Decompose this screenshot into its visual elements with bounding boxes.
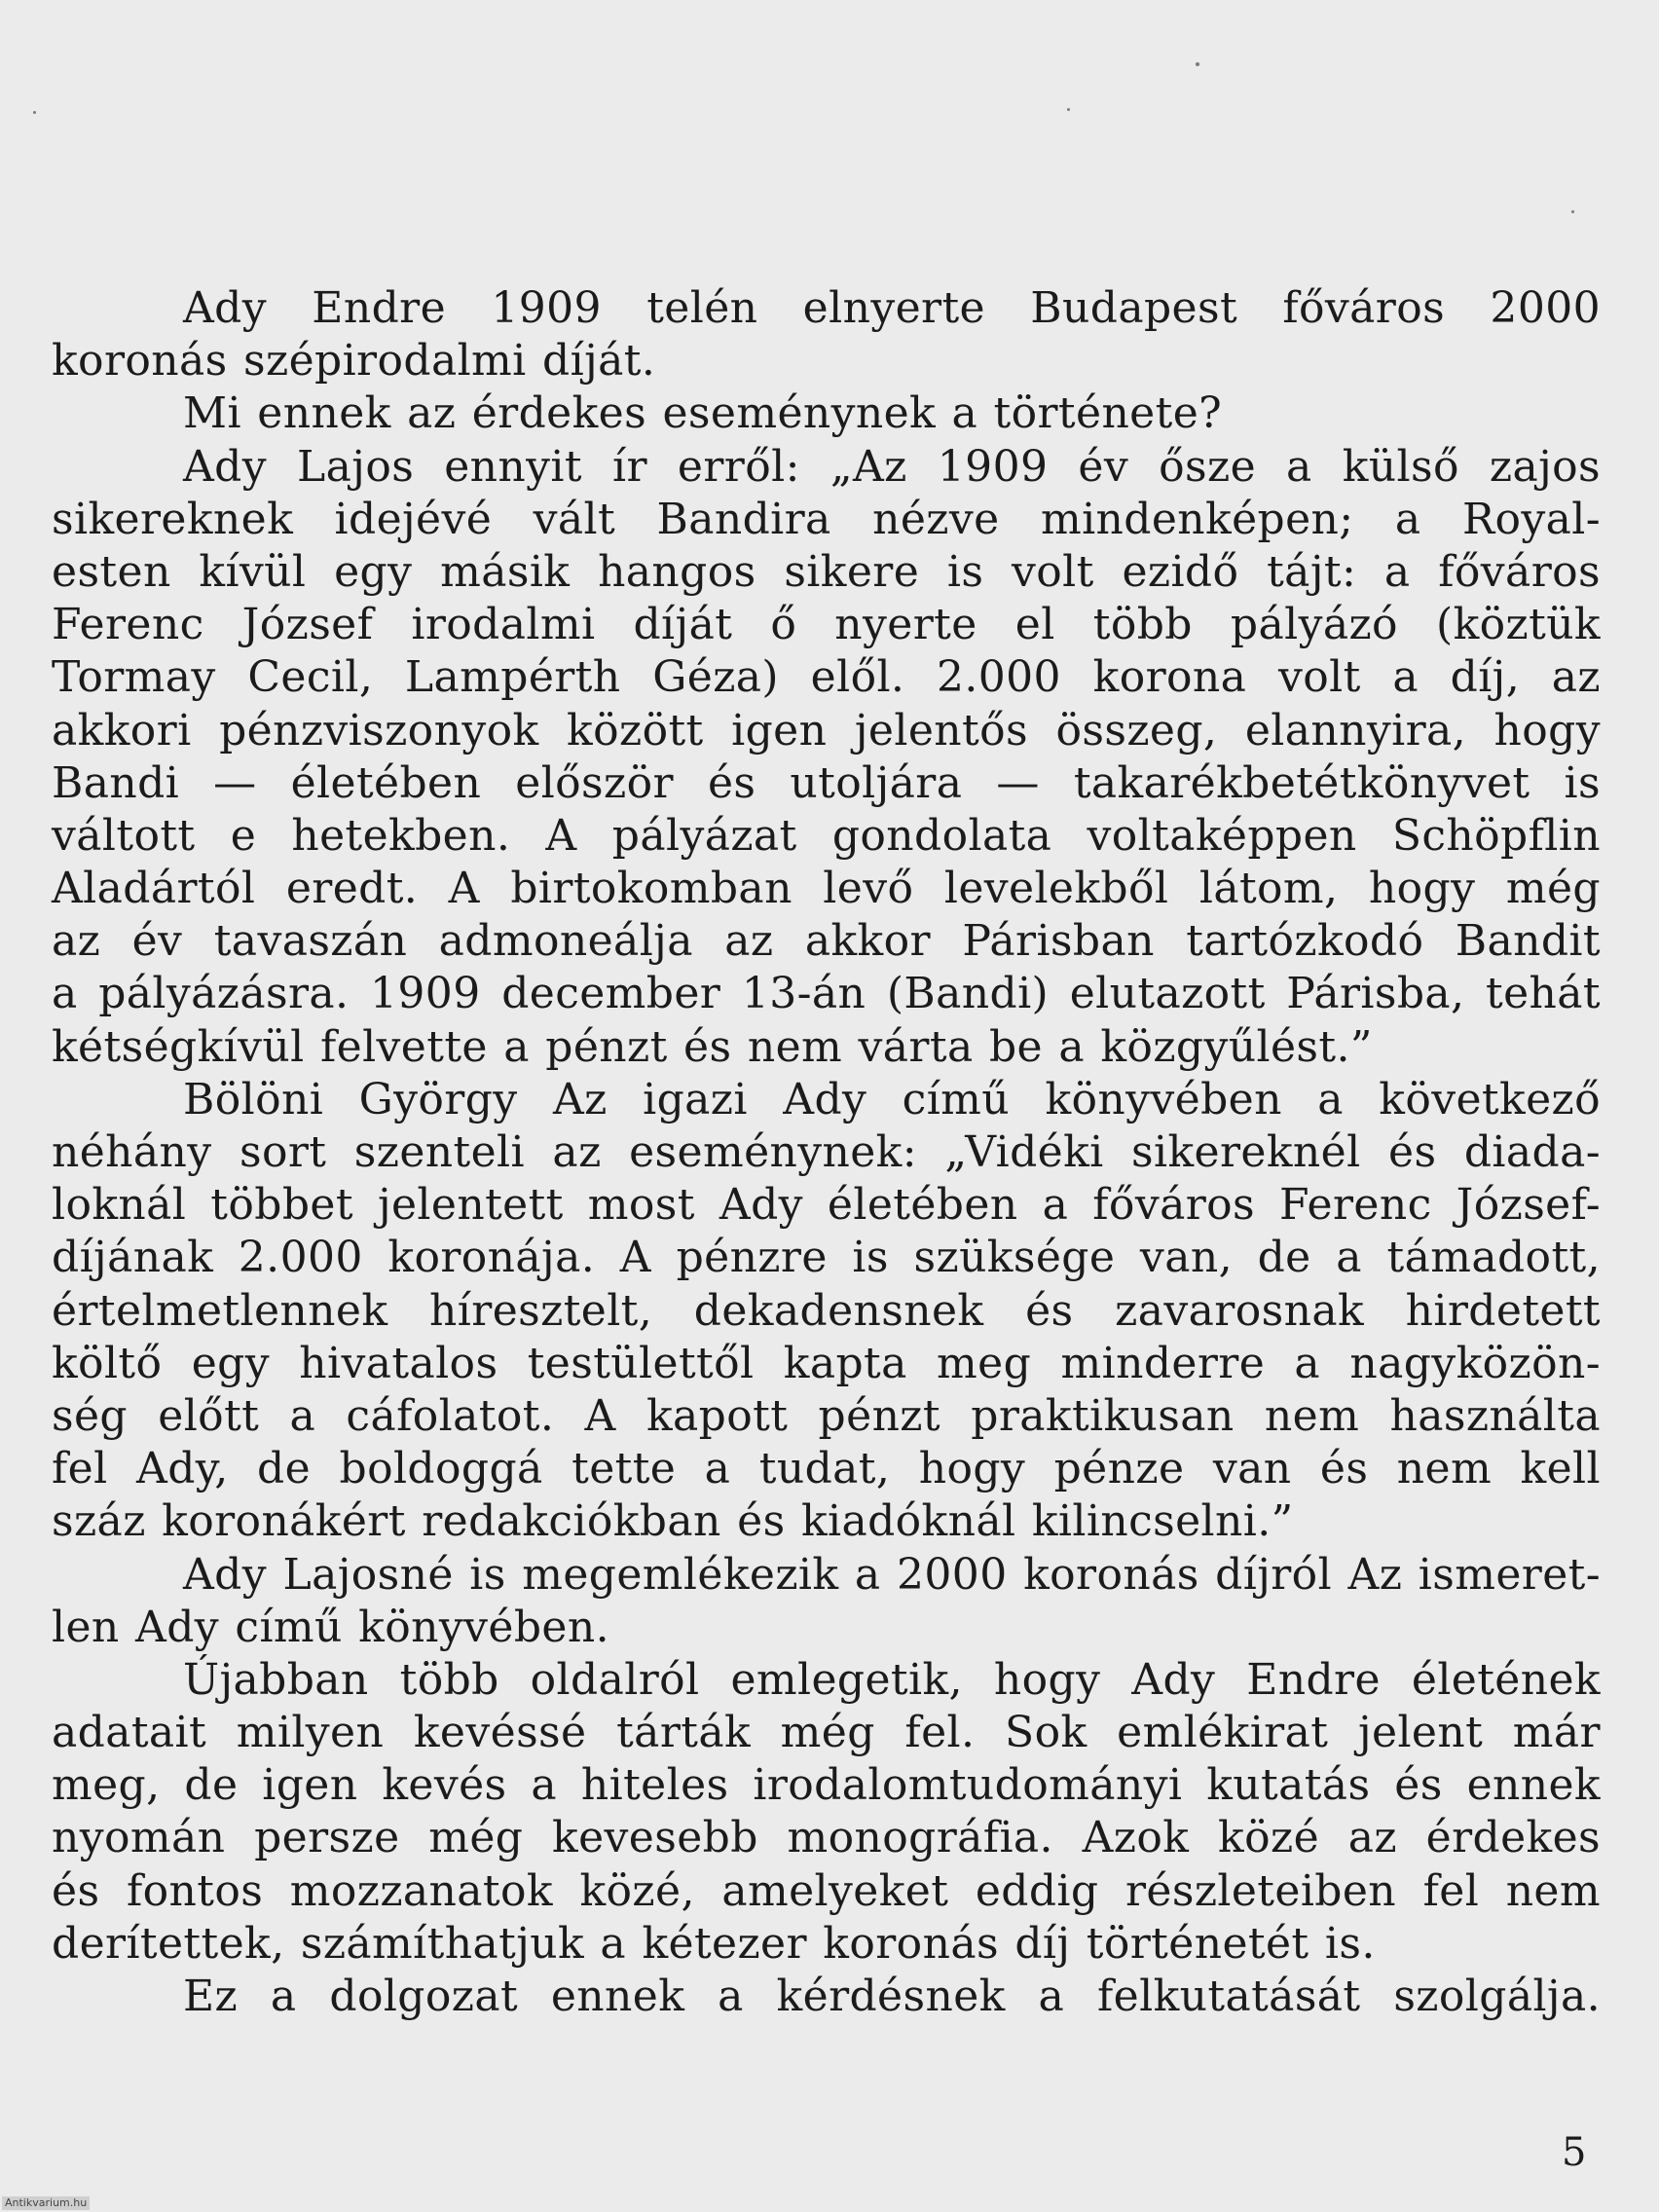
text-line: Újabban több oldalról emlegetik, hogy Ady Endre életének — [183, 1654, 1601, 1705]
text-line: sikereknek idejévé vált Bandira nézve mindenképen; a Royal- — [52, 494, 1601, 544]
paper-speck — [1571, 210, 1574, 213]
text-line: ség előtt a cáfolatot. A kapott pénzt praktikusan nem használta — [52, 1390, 1601, 1441]
page-number: 5 — [1562, 2130, 1587, 2175]
body-text — [52, 282, 1601, 2023]
text-line: nyomán persze még kevesebb monográfia. Azok közé az érdekes — [52, 1813, 1601, 1863]
text-line: a pályázásra. 1909 december 13-án (Bandi) elutazott Párisba, tehát — [52, 969, 1601, 1019]
text-line: Ez a dolgozat ennek a kérdésnek a felkutatását szolgálja. — [183, 1972, 1601, 2021]
text-line: Ady Lajosné is megemlékezik a 2000 koronás díjról Az ismeret- — [183, 1549, 1601, 1600]
text-line: Tormay Cecil, Lampérth Géza) elől. 2.000 korona volt a díj, az — [52, 652, 1601, 703]
text-line: koronás szépirodalmi díját. — [52, 336, 656, 387]
paper-speck — [33, 111, 36, 114]
text-line: meg, de igen kevés a hiteles irodalomtudományi kutatás és ennek — [52, 1760, 1601, 1811]
paper-speck — [1067, 108, 1070, 111]
text-line: Bandi — életében először és utoljára — takarékbetétkönyvet is — [52, 757, 1601, 808]
text-line: len Ady című könyvében. — [52, 1602, 609, 1652]
text-line: díjának 2.000 koronája. A pénzre is szüksége van, de a támadott, — [52, 1233, 1601, 1283]
text-line: értelmetlennek híresztelt, dekadensnek és zavarosnak hirdetett — [52, 1285, 1601, 1336]
text-line: Ady Lajos ennyit ír erről: „Az 1909 év ősze a külső zajos — [183, 441, 1601, 492]
text-line: váltott e hetekben. A pályázat gondolata voltaképpen Schöpflin — [52, 810, 1601, 861]
text-line: Ady Endre 1909 telén elnyerte Budapest főváros 2000 — [183, 283, 1601, 333]
text-line: és fontos mozzanatok közé, amelyeket eddig részleteiben fel nem — [52, 1865, 1601, 1916]
text-line: költő egy hivatalos testülettől kapta meg minderre a nagyközön- — [52, 1338, 1601, 1388]
text-line: száz koronákért redakciókban és kiadóknál kilincselni.” — [52, 1496, 1294, 1547]
text-line: néhány sort szenteli az eseménynek: „Vidéki sikereknél és diada- — [52, 1127, 1601, 1177]
text-line: Aladártól eredt. A birtokomban levő levelekből látom, hogy még — [52, 864, 1601, 914]
text-line: Ferenc József irodalmi díját ő nyerte el több pályázó (köztük — [52, 600, 1601, 650]
text-line: fel Ady, de boldoggá tette a tudat, hogy pénze van és nem kell — [52, 1444, 1601, 1494]
watermark: Antikvarium.hu — [2, 2196, 90, 2210]
text-line: kétségkívül felvette a pénzt és nem várta be a közgyűlést.” — [52, 1021, 1373, 1072]
text-line: derítettek, számíthatjuk a kétezer koronás díj történetét is. — [52, 1918, 1376, 1969]
paper-speck — [1196, 62, 1199, 66]
text-line: az év tavaszán admoneálja az akkor Párisban tartózkodó Bandit — [52, 916, 1601, 967]
text-line: akkori pénzviszonyok között igen jelentős összeg, elannyira, hogy — [52, 705, 1601, 756]
text-line: Mi ennek az érdekes eseménynek a története? — [183, 388, 1223, 439]
text-line: loknál többet jelentett most Ady életében a főváros Ferenc József- — [52, 1180, 1601, 1231]
text-line: adatait milyen kevéssé tárták még fel. Sok emlékirat jelent már — [52, 1708, 1601, 1758]
text-line: Bölöni György Az igazi Ady című könyvében a következő — [183, 1074, 1601, 1124]
text-line: esten kívül egy másik hangos sikere is volt ezidő tájt: a főváros — [52, 546, 1601, 597]
